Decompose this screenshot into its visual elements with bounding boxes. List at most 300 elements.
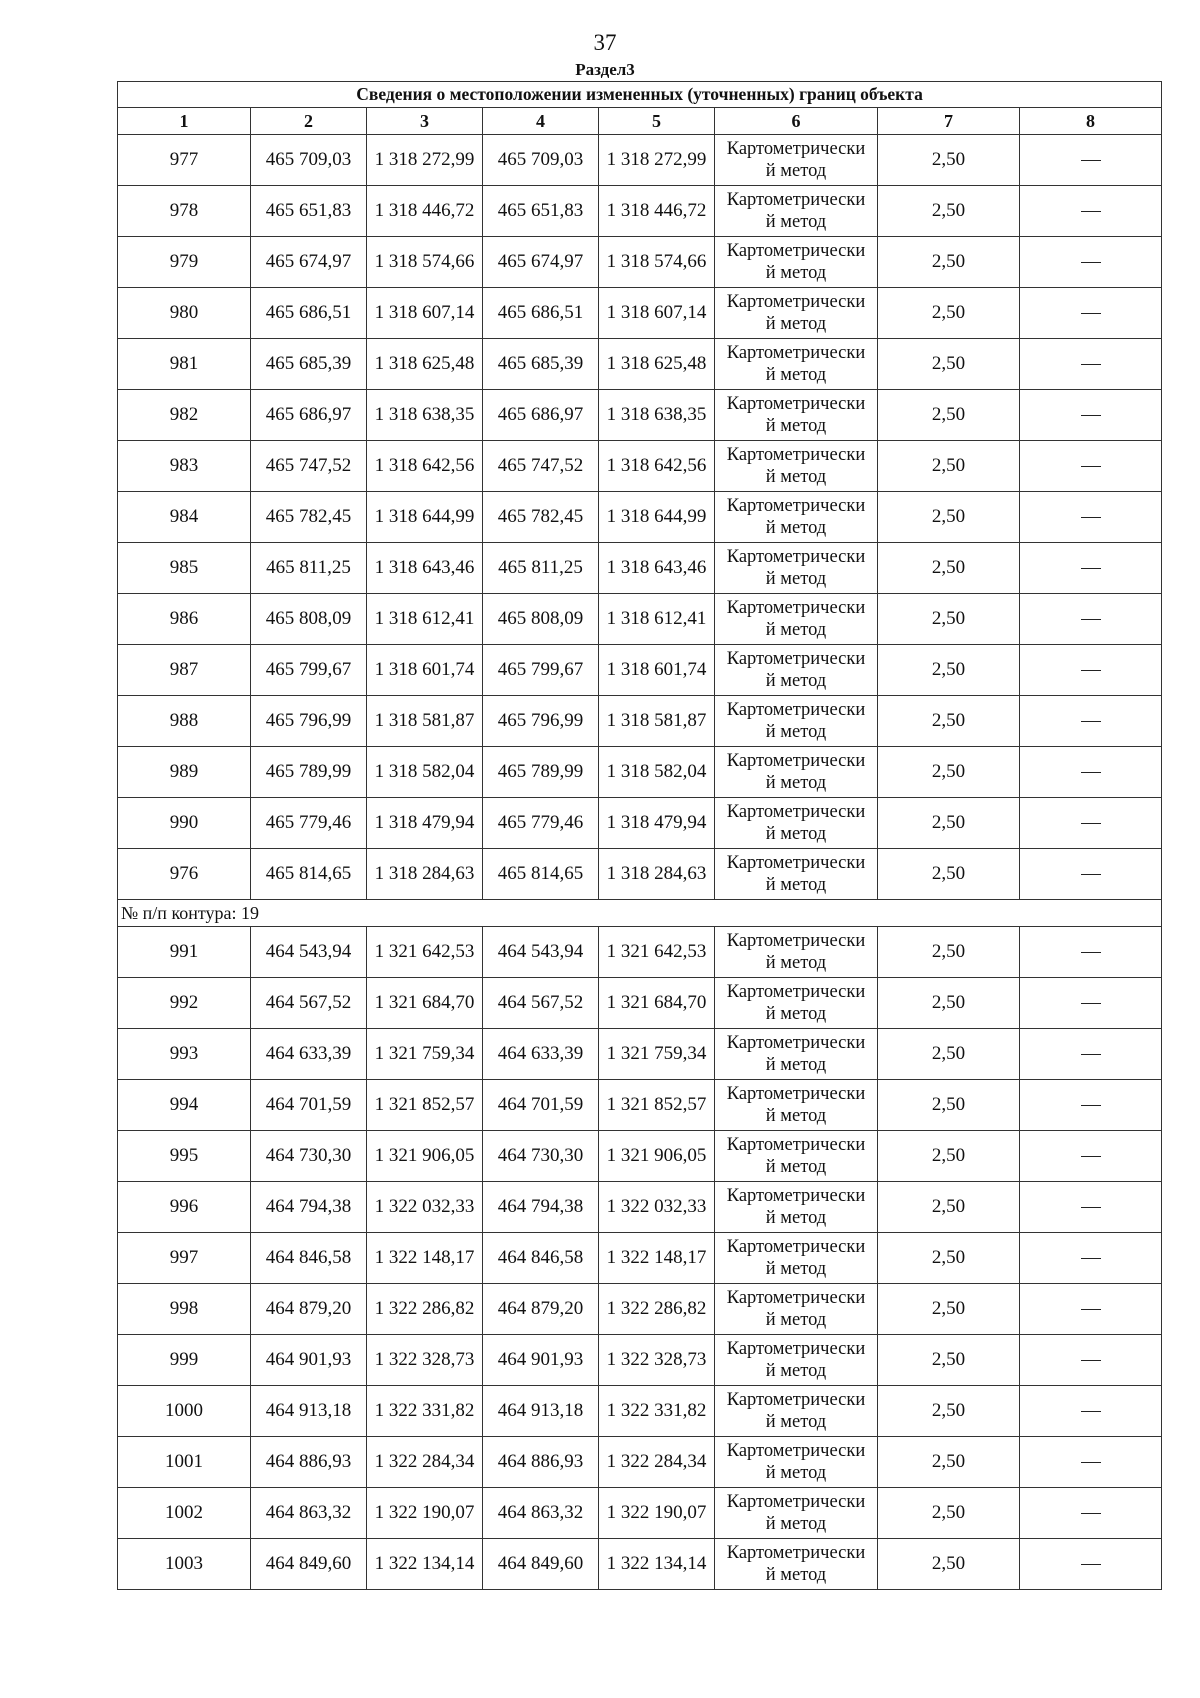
determination-method [715, 696, 878, 747]
existing-y-coordinate: 1 318 642,56 [367, 441, 483, 492]
method-text-line-1: Картометрически [726, 1033, 866, 1053]
method-text-line-1: Картометрически [726, 1186, 866, 1206]
refined-x-coordinate: 464 863,32 [483, 1488, 599, 1539]
point-number: 1001 [118, 1437, 251, 1488]
determination-method [715, 1335, 878, 1386]
table-row [118, 441, 1162, 492]
point-number: 1002 [118, 1488, 251, 1539]
dash-mark [1081, 211, 1101, 212]
dash-mark [1081, 517, 1101, 518]
existing-y-coordinate: 1 322 284,34 [367, 1437, 483, 1488]
dash-mark [1081, 415, 1101, 416]
point-number: 991 [118, 927, 251, 978]
table-row [118, 1386, 1162, 1437]
refined-x-coordinate: 465 796,99 [483, 696, 599, 747]
refined-x-coordinate: 464 886,93 [483, 1437, 599, 1488]
table-caption-row [118, 82, 1162, 108]
determination-method [715, 1029, 878, 1080]
refined-y-coordinate: 1 321 642,53 [599, 927, 715, 978]
method-text-line-2: й метод [765, 518, 827, 538]
existing-y-coordinate: 1 318 644,99 [367, 492, 483, 543]
existing-y-coordinate: 1 318 643,46 [367, 543, 483, 594]
existing-y-coordinate: 1 321 906,05 [367, 1131, 483, 1182]
existing-y-coordinate: 1 322 286,82 [367, 1284, 483, 1335]
existing-y-coordinate: 1 321 642,53 [367, 927, 483, 978]
column-number: 5 [599, 108, 715, 135]
refined-y-coordinate: 1 318 582,04 [599, 747, 715, 798]
dash-mark [1081, 619, 1101, 620]
determination-method [715, 927, 878, 978]
method-text-line-1: Картометрически [726, 931, 866, 951]
method-text-line-2: й метод [765, 1565, 827, 1585]
method-text-line-1: Картометрически [726, 1237, 866, 1257]
dash-mark [1081, 1207, 1101, 1208]
dash-mark [1081, 1105, 1101, 1106]
description-cell [1020, 186, 1162, 237]
refined-y-coordinate: 1 318 642,56 [599, 441, 715, 492]
existing-y-coordinate: 1 318 582,04 [367, 747, 483, 798]
refined-x-coordinate: 465 686,97 [483, 390, 599, 441]
existing-x-coordinate: 464 913,18 [251, 1386, 367, 1437]
determination-method [715, 645, 878, 696]
point-number: 978 [118, 186, 251, 237]
method-text-line-2: й метод [765, 365, 827, 385]
existing-x-coordinate: 465 685,39 [251, 339, 367, 390]
description-cell [1020, 543, 1162, 594]
existing-x-coordinate: 465 789,99 [251, 747, 367, 798]
existing-y-coordinate: 1 318 612,41 [367, 594, 483, 645]
dash-mark [1081, 1054, 1101, 1055]
existing-x-coordinate: 465 814,65 [251, 849, 367, 900]
point-number: 984 [118, 492, 251, 543]
dash-mark [1081, 823, 1101, 824]
table-row [118, 288, 1162, 339]
determination-method [715, 1488, 878, 1539]
method-text-line-1: Картометрически [726, 1339, 866, 1359]
existing-x-coordinate: 465 686,97 [251, 390, 367, 441]
existing-x-coordinate: 464 543,94 [251, 927, 367, 978]
refined-x-coordinate: 465 811,25 [483, 543, 599, 594]
table-row [118, 1233, 1162, 1284]
existing-y-coordinate: 1 318 272,99 [367, 135, 483, 186]
method-text-line-2: й метод [765, 953, 827, 973]
description-cell [1020, 390, 1162, 441]
method-text-line-1: Картометрически [726, 982, 866, 1002]
description-cell [1020, 135, 1162, 186]
refined-x-coordinate: 465 789,99 [483, 747, 599, 798]
description-cell [1020, 1131, 1162, 1182]
dash-mark [1081, 1360, 1101, 1361]
refined-y-coordinate: 1 318 479,94 [599, 798, 715, 849]
method-text-line-2: й метод [765, 1412, 827, 1432]
existing-y-coordinate: 1 318 446,72 [367, 186, 483, 237]
method-text-line-2: й метод [765, 314, 827, 334]
existing-x-coordinate: 464 567,52 [251, 978, 367, 1029]
description-cell [1020, 927, 1162, 978]
method-text-line-1: Картометрически [726, 139, 866, 159]
column-number: 3 [367, 108, 483, 135]
point-number: 989 [118, 747, 251, 798]
accuracy-value: 2,50 [878, 1182, 1020, 1233]
existing-y-coordinate: 1 318 625,48 [367, 339, 483, 390]
point-number: 979 [118, 237, 251, 288]
existing-y-coordinate: 1 318 479,94 [367, 798, 483, 849]
accuracy-value: 2,50 [878, 594, 1020, 645]
method-text-line-1: Картометрически [726, 802, 866, 822]
existing-x-coordinate: 464 701,59 [251, 1080, 367, 1131]
refined-x-coordinate: 464 567,52 [483, 978, 599, 1029]
method-text-line-1: Картометрически [726, 853, 866, 873]
refined-x-coordinate: 464 794,38 [483, 1182, 599, 1233]
existing-y-coordinate: 1 318 607,14 [367, 288, 483, 339]
existing-x-coordinate: 464 794,38 [251, 1182, 367, 1233]
refined-y-coordinate: 1 318 638,35 [599, 390, 715, 441]
dash-mark [1081, 1462, 1101, 1463]
determination-method [715, 1539, 878, 1590]
description-cell [1020, 1233, 1162, 1284]
point-number: 981 [118, 339, 251, 390]
table-row [118, 1080, 1162, 1131]
existing-x-coordinate: 465 799,67 [251, 645, 367, 696]
determination-method [715, 1080, 878, 1131]
method-text-line-2: й метод [765, 1208, 827, 1228]
refined-x-coordinate: 465 651,83 [483, 186, 599, 237]
dash-mark [1081, 1003, 1101, 1004]
existing-x-coordinate: 465 782,45 [251, 492, 367, 543]
refined-x-coordinate: 464 849,60 [483, 1539, 599, 1590]
method-text-line-1: Картометрически [726, 1390, 866, 1410]
table-row [118, 696, 1162, 747]
table-row [118, 747, 1162, 798]
refined-x-coordinate: 465 814,65 [483, 849, 599, 900]
dash-mark [1081, 874, 1101, 875]
table-row [118, 1284, 1162, 1335]
refined-x-coordinate: 464 730,30 [483, 1131, 599, 1182]
table-row [118, 1335, 1162, 1386]
table-row [118, 1029, 1162, 1080]
refined-y-coordinate: 1 321 684,70 [599, 978, 715, 1029]
refined-y-coordinate: 1 322 190,07 [599, 1488, 715, 1539]
accuracy-value: 2,50 [878, 186, 1020, 237]
accuracy-value: 2,50 [878, 927, 1020, 978]
description-cell [1020, 492, 1162, 543]
accuracy-value: 2,50 [878, 339, 1020, 390]
table-row [118, 594, 1162, 645]
accuracy-value: 2,50 [878, 798, 1020, 849]
determination-method [715, 288, 878, 339]
refined-y-coordinate: 1 321 852,57 [599, 1080, 715, 1131]
existing-y-coordinate: 1 318 574,66 [367, 237, 483, 288]
refined-y-coordinate: 1 318 625,48 [599, 339, 715, 390]
existing-x-coordinate: 465 796,99 [251, 696, 367, 747]
existing-y-coordinate: 1 318 601,74 [367, 645, 483, 696]
method-text-line-2: й метод [765, 569, 827, 589]
determination-method [715, 543, 878, 594]
table-row [118, 849, 1162, 900]
existing-x-coordinate: 464 886,93 [251, 1437, 367, 1488]
refined-x-coordinate: 465 747,52 [483, 441, 599, 492]
method-text-line-2: й метод [765, 824, 827, 844]
description-cell [1020, 696, 1162, 747]
existing-y-coordinate: 1 321 852,57 [367, 1080, 483, 1131]
method-text-line-1: Картометрически [726, 700, 866, 720]
accuracy-value: 2,50 [878, 1131, 1020, 1182]
refined-y-coordinate: 1 318 643,46 [599, 543, 715, 594]
point-number: 983 [118, 441, 251, 492]
refined-x-coordinate: 464 901,93 [483, 1335, 599, 1386]
method-text-line-1: Картометрически [726, 649, 866, 669]
method-text-line-1: Картометрически [726, 751, 866, 771]
description-cell [1020, 594, 1162, 645]
determination-method [715, 1131, 878, 1182]
point-number: 1000 [118, 1386, 251, 1437]
accuracy-value: 2,50 [878, 492, 1020, 543]
table-row [118, 798, 1162, 849]
method-text-line-2: й метод [765, 1157, 827, 1177]
determination-method [715, 441, 878, 492]
accuracy-value: 2,50 [878, 390, 1020, 441]
method-text-line-2: й метод [765, 1004, 827, 1024]
refined-x-coordinate: 465 808,09 [483, 594, 599, 645]
existing-x-coordinate: 464 846,58 [251, 1233, 367, 1284]
refined-x-coordinate: 464 701,59 [483, 1080, 599, 1131]
table-row [118, 186, 1162, 237]
refined-y-coordinate: 1 318 601,74 [599, 645, 715, 696]
point-number: 994 [118, 1080, 251, 1131]
method-text-line-2: й метод [765, 161, 827, 181]
refined-y-coordinate: 1 322 286,82 [599, 1284, 715, 1335]
refined-y-coordinate: 1 322 328,73 [599, 1335, 715, 1386]
coordinates-table [117, 81, 1162, 1590]
dash-mark [1081, 364, 1101, 365]
table-row [118, 237, 1162, 288]
refined-x-coordinate: 464 543,94 [483, 927, 599, 978]
method-text-line-1: Картометрически [726, 547, 866, 567]
point-number: 993 [118, 1029, 251, 1080]
refined-y-coordinate: 1 318 607,14 [599, 288, 715, 339]
table-row [118, 339, 1162, 390]
existing-y-coordinate: 1 322 032,33 [367, 1182, 483, 1233]
method-text-line-1: Картометрически [726, 1135, 866, 1155]
refined-x-coordinate: 465 779,46 [483, 798, 599, 849]
accuracy-value: 2,50 [878, 135, 1020, 186]
point-number: 977 [118, 135, 251, 186]
method-text-line-1: Картометрически [726, 241, 866, 261]
method-text-line-2: й метод [765, 671, 827, 691]
point-number: 996 [118, 1182, 251, 1233]
point-number: 1003 [118, 1539, 251, 1590]
method-text-line-2: й метод [765, 1310, 827, 1330]
existing-y-coordinate: 1 318 581,87 [367, 696, 483, 747]
refined-y-coordinate: 1 322 284,34 [599, 1437, 715, 1488]
existing-x-coordinate: 465 674,97 [251, 237, 367, 288]
determination-method [715, 798, 878, 849]
accuracy-value: 2,50 [878, 1488, 1020, 1539]
existing-x-coordinate: 464 633,39 [251, 1029, 367, 1080]
accuracy-value: 2,50 [878, 1539, 1020, 1590]
refined-x-coordinate: 464 633,39 [483, 1029, 599, 1080]
accuracy-value: 2,50 [878, 1284, 1020, 1335]
accuracy-value: 2,50 [878, 237, 1020, 288]
refined-y-coordinate: 1 322 032,33 [599, 1182, 715, 1233]
existing-x-coordinate: 465 779,46 [251, 798, 367, 849]
existing-y-coordinate: 1 321 759,34 [367, 1029, 483, 1080]
method-text-line-2: й метод [765, 620, 827, 640]
accuracy-value: 2,50 [878, 1233, 1020, 1284]
dash-mark [1081, 1258, 1101, 1259]
column-number: 4 [483, 108, 599, 135]
dash-mark [1081, 466, 1101, 467]
refined-x-coordinate: 465 674,97 [483, 237, 599, 288]
point-number: 976 [118, 849, 251, 900]
table-row [118, 1182, 1162, 1233]
existing-x-coordinate: 465 709,03 [251, 135, 367, 186]
accuracy-value: 2,50 [878, 441, 1020, 492]
method-text-line-1: Картометрически [726, 343, 866, 363]
dash-mark [1081, 1309, 1101, 1310]
refined-y-coordinate: 1 322 134,14 [599, 1539, 715, 1590]
table-row [118, 978, 1162, 1029]
description-cell [1020, 441, 1162, 492]
accuracy-value: 2,50 [878, 1335, 1020, 1386]
description-cell [1020, 237, 1162, 288]
refined-y-coordinate: 1 318 612,41 [599, 594, 715, 645]
method-text-line-1: Картометрически [726, 1084, 866, 1104]
point-number: 988 [118, 696, 251, 747]
dash-mark [1081, 313, 1101, 314]
refined-y-coordinate: 1 321 906,05 [599, 1131, 715, 1182]
method-text-line-2: й метод [765, 212, 827, 232]
refined-x-coordinate: 465 686,51 [483, 288, 599, 339]
determination-method [715, 492, 878, 543]
existing-x-coordinate: 464 730,30 [251, 1131, 367, 1182]
accuracy-value: 2,50 [878, 696, 1020, 747]
description-cell [1020, 288, 1162, 339]
determination-method [715, 1182, 878, 1233]
description-cell [1020, 1539, 1162, 1590]
column-number: 1 [118, 108, 251, 135]
table-row [118, 390, 1162, 441]
column-number: 6 [715, 108, 878, 135]
refined-y-coordinate: 1 318 446,72 [599, 186, 715, 237]
description-cell [1020, 1437, 1162, 1488]
point-number: 990 [118, 798, 251, 849]
contour-label: № п/п контура: 19 [118, 900, 1162, 927]
table-row [118, 927, 1162, 978]
description-cell [1020, 1284, 1162, 1335]
existing-x-coordinate: 464 849,60 [251, 1539, 367, 1590]
existing-y-coordinate: 1 322 148,17 [367, 1233, 483, 1284]
point-number: 995 [118, 1131, 251, 1182]
determination-method [715, 135, 878, 186]
description-cell [1020, 1182, 1162, 1233]
point-number: 980 [118, 288, 251, 339]
description-cell [1020, 1029, 1162, 1080]
method-text-line-1: Картометрически [726, 1543, 866, 1563]
existing-y-coordinate: 1 322 190,07 [367, 1488, 483, 1539]
refined-y-coordinate: 1 322 331,82 [599, 1386, 715, 1437]
description-cell [1020, 1335, 1162, 1386]
table-row [118, 543, 1162, 594]
point-number: 998 [118, 1284, 251, 1335]
dash-mark [1081, 1513, 1101, 1514]
determination-method [715, 390, 878, 441]
existing-x-coordinate: 465 651,83 [251, 186, 367, 237]
accuracy-value: 2,50 [878, 1080, 1020, 1131]
refined-y-coordinate: 1 318 272,99 [599, 135, 715, 186]
determination-method [715, 186, 878, 237]
dash-mark [1081, 160, 1101, 161]
determination-method [715, 237, 878, 288]
point-number: 985 [118, 543, 251, 594]
point-number: 999 [118, 1335, 251, 1386]
dash-mark [1081, 1411, 1101, 1412]
refined-y-coordinate: 1 318 574,66 [599, 237, 715, 288]
description-cell [1020, 1386, 1162, 1437]
method-text-line-1: Картометрически [726, 190, 866, 210]
description-cell [1020, 1488, 1162, 1539]
accuracy-value: 2,50 [878, 288, 1020, 339]
table-caption: Сведения о местоположении измененных (уточненных) границ объекта [118, 82, 1162, 108]
dash-mark [1081, 721, 1101, 722]
determination-method [715, 978, 878, 1029]
description-cell [1020, 978, 1162, 1029]
method-text-line-1: Картометрически [726, 496, 866, 516]
existing-y-coordinate: 1 321 684,70 [367, 978, 483, 1029]
description-cell [1020, 798, 1162, 849]
table-row [118, 1488, 1162, 1539]
dash-mark [1081, 1156, 1101, 1157]
point-number: 986 [118, 594, 251, 645]
point-number: 987 [118, 645, 251, 696]
column-number: 2 [251, 108, 367, 135]
determination-method [715, 1386, 878, 1437]
accuracy-value: 2,50 [878, 849, 1020, 900]
accuracy-value: 2,50 [878, 543, 1020, 594]
dash-mark [1081, 262, 1101, 263]
point-number: 982 [118, 390, 251, 441]
refined-y-coordinate: 1 321 759,34 [599, 1029, 715, 1080]
point-number: 997 [118, 1233, 251, 1284]
method-text-line-2: й метод [765, 1106, 827, 1126]
accuracy-value: 2,50 [878, 645, 1020, 696]
existing-x-coordinate: 465 747,52 [251, 441, 367, 492]
method-text-line-1: Картометрически [726, 445, 866, 465]
dash-mark [1081, 670, 1101, 671]
table-row [118, 135, 1162, 186]
table-row [118, 1539, 1162, 1590]
method-text-line-2: й метод [765, 467, 827, 487]
existing-y-coordinate: 1 322 331,82 [367, 1386, 483, 1437]
existing-y-coordinate: 1 318 284,63 [367, 849, 483, 900]
method-text-line-2: й метод [765, 1361, 827, 1381]
refined-x-coordinate: 464 846,58 [483, 1233, 599, 1284]
refined-x-coordinate: 465 782,45 [483, 492, 599, 543]
method-text-line-2: й метод [765, 1055, 827, 1075]
existing-y-coordinate: 1 318 638,35 [367, 390, 483, 441]
description-cell [1020, 747, 1162, 798]
refined-x-coordinate: 465 709,03 [483, 135, 599, 186]
existing-x-coordinate: 465 808,09 [251, 594, 367, 645]
existing-x-coordinate: 464 879,20 [251, 1284, 367, 1335]
determination-method [715, 339, 878, 390]
determination-method [715, 1284, 878, 1335]
column-number: 7 [878, 108, 1020, 135]
section-title: Раздел3 [575, 60, 635, 79]
method-text-line-1: Картометрически [726, 1441, 866, 1461]
method-text-line-2: й метод [765, 875, 827, 895]
method-text-line-2: й метод [765, 1463, 827, 1483]
